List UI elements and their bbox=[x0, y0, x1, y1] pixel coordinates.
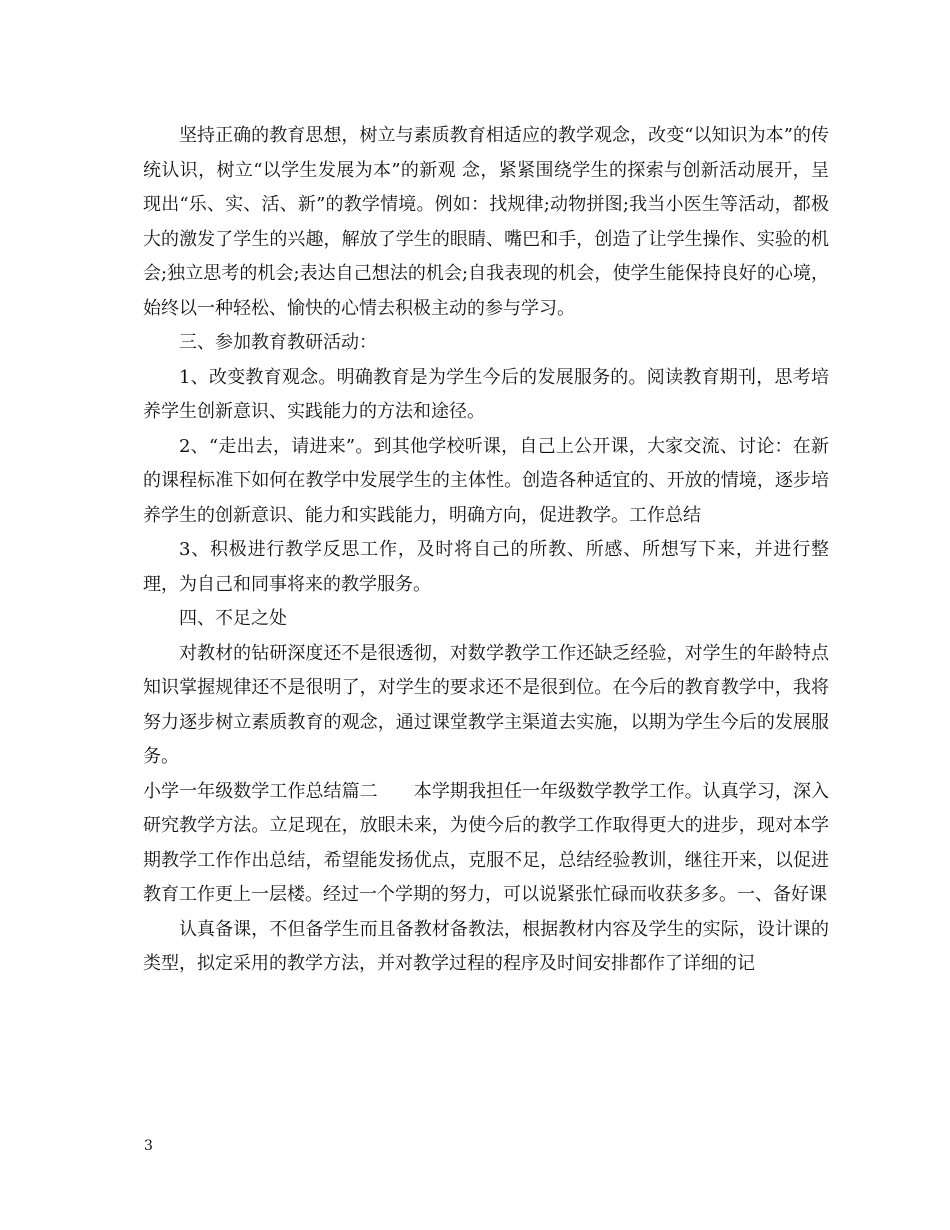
paragraph-item-2: 2、“走出去，请进来”。到其他学校听课，自己上公开课，大家交流、讨论：在新的课程标准下如何在教学中发展学生的主体性。创造各种适宜的、开放的情境，逐步培养学生的创新意识、能力和实践能力，明确方向，促进教学。工作总结 bbox=[143, 435, 829, 526]
paragraph-section-two bbox=[143, 775, 829, 913]
heading-section-three: 三、参加教育教研活动： bbox=[179, 332, 377, 353]
paragraph-teaching-philosophy: 坚持正确的教育思想，树立与素质教育相适应的教学观念，改变“以知识为本”的传统认识，树立“以学生发展为本”的新观 念，紧紧围绕学生的探索与创新活动展开，呈现出“乐、实、活、新”的教学情境。例如：找规律;动物拼图;我当小医生等活动，都极大的激发了学生的兴趣，解放了学生的眼睛、嘴巴和手，创造了让学生操作、实验的机会;独立思考的机会;表达自己想法的机会;自我表现的机会，使学生能保持良好的心境，始终以一种轻松、愉快的心情去积极主动的参与学习。 bbox=[143, 125, 829, 319]
paragraph-item-1: 1、改变教育观念。明确教育是为学生今后的发展服务的。阅读教育期刊，思考培养学生创新意识、实践能力的方法和途径。 bbox=[143, 366, 829, 422]
paragraph-item-3: 3、积极进行教学反思工作，及时将自己的所教、所感、所想写下来，并进行整理，为自己和同事将来的教学服务。 bbox=[143, 539, 829, 595]
page-number: 3 bbox=[144, 1138, 153, 1154]
document-body bbox=[143, 119, 829, 982]
heading-section-four: 四、不足之处 bbox=[179, 608, 287, 629]
section-two-text: 本学期我担任一年级数学教学工作。认真学习，深入研究教学方法。立足现在，放眼未来，为使今后的教学工作取得更大的进步，现对本学期教学工作作出总结，希望能发扬优点，克服不足，总结经验教训，继往开来，以促进教育工作更上一层楼。经过一个学期的努力，可以说紧张忙碌而收获多多。一、备好课 bbox=[143, 780, 830, 905]
paragraph-lesson-prep: 认真备课，不但备学生而且备教材备教法，根据教材内容及学生的实际，设计课的类型，拟定采用的教学方法，并对教学过程的程序及时间安排都作了详细的记 bbox=[143, 918, 829, 974]
section-two-heading: 小学一年级数学工作总结篇二 bbox=[143, 780, 378, 802]
paragraph-shortcomings: 对教材的钻研深度还不是很透彻，对数学教学工作还缺乏经验，对学生的年龄特点知识掌握规律还不是很明了，对学生的要求还不是很到位。在今后的教育教学中，我将努力逐步树立素质教育的观念，通过课堂教学主渠道去实施，以期为学生今后的发展服务。 bbox=[143, 642, 829, 767]
